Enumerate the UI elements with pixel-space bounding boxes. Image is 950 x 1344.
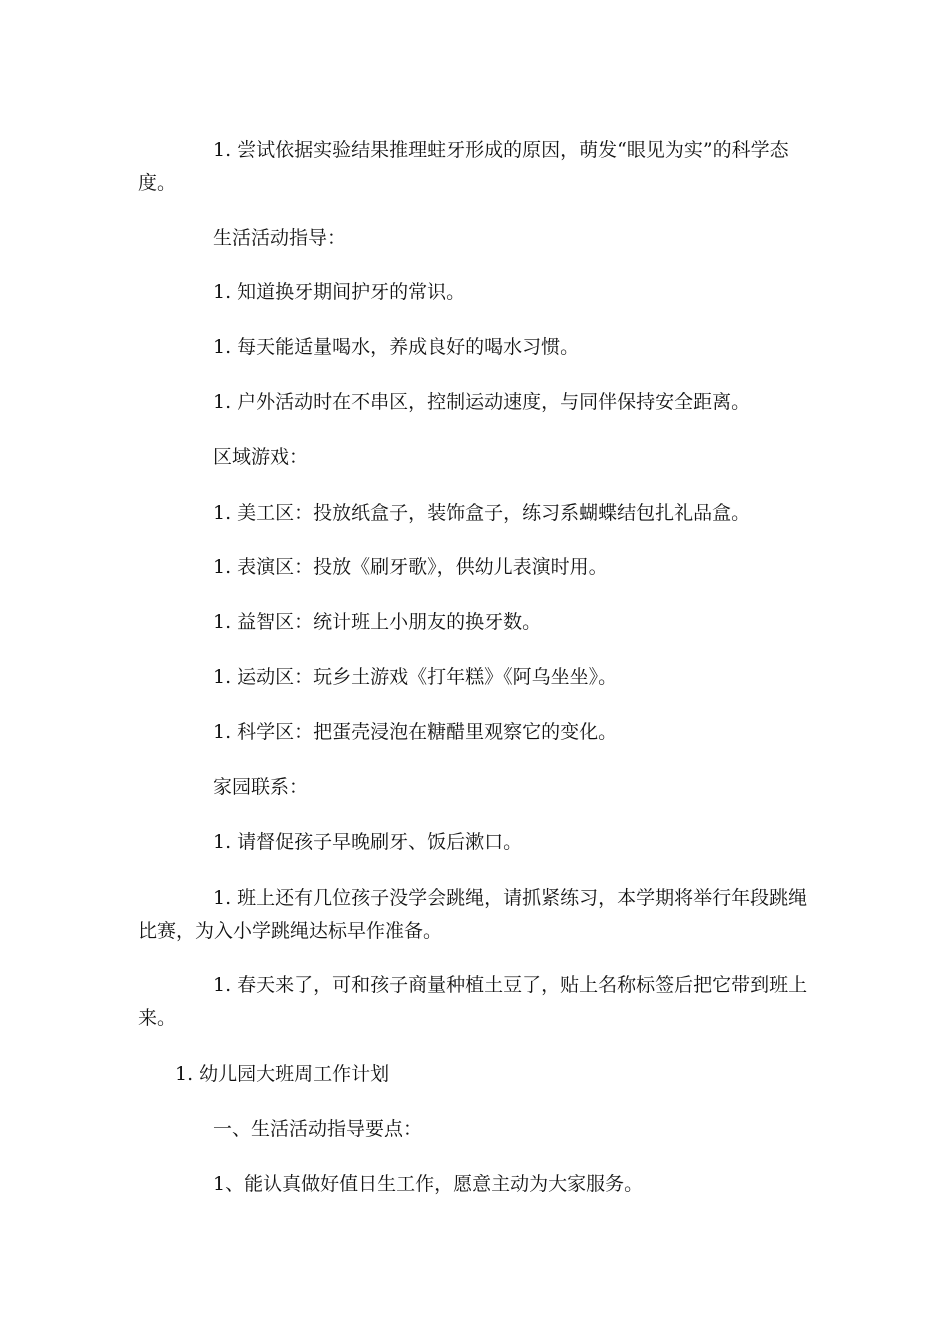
paragraph-outdoor-safety: 1. 户外活动时在不串区，控制运动速度，与同伴保持安全距离。 bbox=[213, 391, 751, 413]
paragraph-jump-rope: 1. 班上还有几位孩子没学会跳绳，请抓紧练习，本学期将举行年段跳绳比赛，为入小学跳绳达标早作准备。 bbox=[138, 887, 808, 942]
paragraph-plant-potatoes: 1. 春天来了，可和孩子商量种植土豆了，贴上名称标签后把它带到班上来。 bbox=[138, 974, 808, 1029]
paragraph-puzzle-area: 1. 益智区：统计班上小朋友的换牙数。 bbox=[213, 611, 542, 633]
paragraph-science-area: 1. 科学区：把蛋壳浸泡在糖醋里观察它的变化。 bbox=[213, 721, 618, 743]
paragraph-tooth-care: 1. 知道换牙期间护牙的常识。 bbox=[213, 281, 466, 303]
paragraph-brush-teeth: 1. 请督促孩子早晚刷牙、饭后漱口。 bbox=[213, 831, 523, 853]
heading-life-activity: 生活活动指导： bbox=[213, 227, 347, 249]
heading-life-guidance-points: 一、生活活动指导要点： bbox=[213, 1118, 423, 1140]
paragraph-science-attitude: 1. 尝试依据实验结果推理蛀牙形成的原因，萌发“眼见为实”的科学态度。 bbox=[138, 139, 789, 194]
section-title-weekly-plan: 1. 幼儿园大班周工作计划 bbox=[175, 1063, 390, 1085]
paragraph-performance-area: 1. 表演区：投放《刷牙歌》，供幼儿表演时用。 bbox=[213, 556, 608, 578]
heading-area-games: 区域游戏： bbox=[213, 446, 309, 468]
paragraph-duty-service: 1、能认真做好值日生工作，愿意主动为大家服务。 bbox=[213, 1173, 644, 1195]
paragraph-art-area: 1. 美工区：投放纸盒子，装饰盒子，练习系蝴蝶结包扎礼品盒。 bbox=[213, 502, 751, 524]
heading-home-school: 家园联系： bbox=[213, 776, 309, 798]
paragraph-sports-area: 1. 运动区：玩乡土游戏《打年糕》《阿乌坐坐》。 bbox=[213, 666, 618, 688]
paragraph-drink-water: 1. 每天能适量喝水，养成良好的喝水习惯。 bbox=[213, 336, 580, 358]
